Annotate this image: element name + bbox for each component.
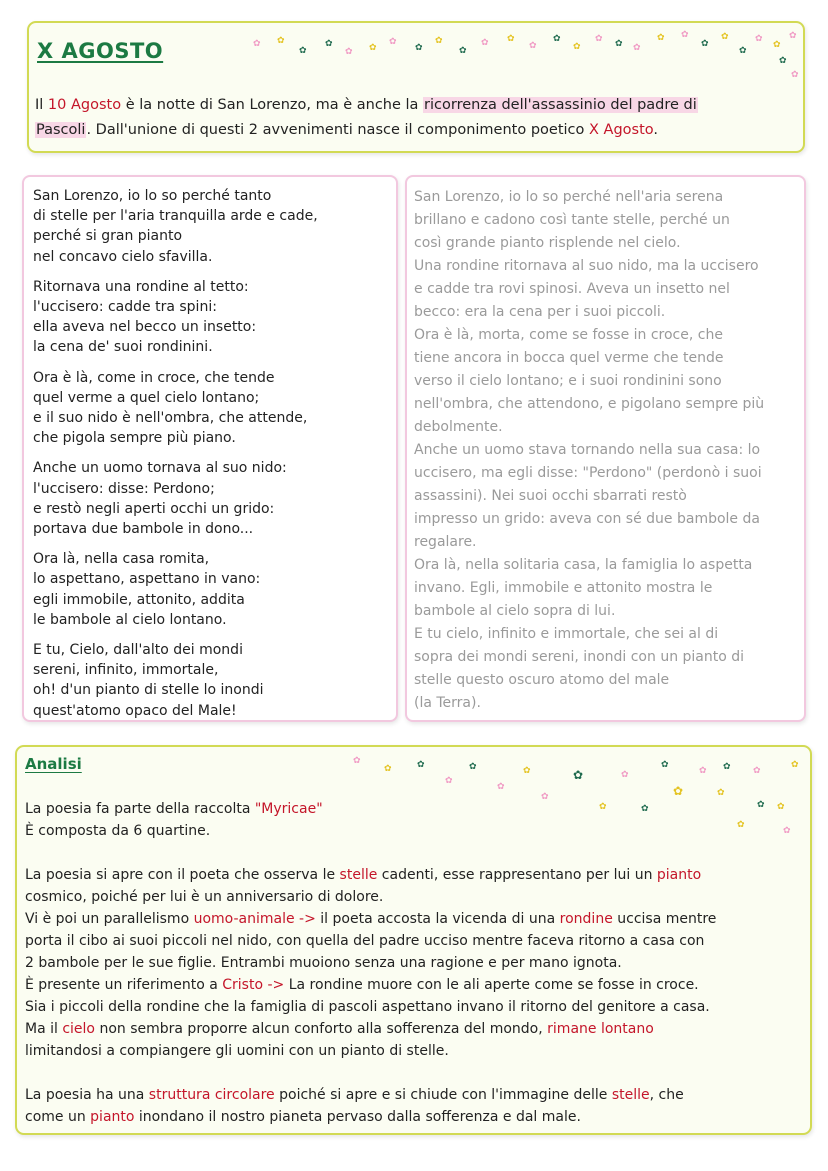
poem-line: l'uccisero: cadde tra spini: [33,299,217,316]
star-icon: ✿ [633,43,641,53]
paraphrase-line: bambole al cielo sopra di lui. [414,603,616,619]
text: La poesia fa parte della raccolta [25,801,255,817]
poem-line: perché si gran pianto [33,228,183,245]
poem-line: San Lorenzo, io lo so perché tanto [33,188,272,204]
star-icon: ✿ [789,31,797,41]
poem-line: Ritornava una rondine al tetto: [33,278,249,295]
analysis-line: cosmico, poiché per lui è un anniversario di dolore. [25,889,384,905]
star-icon: ✿ [415,43,423,53]
paraphrase-card [405,175,806,722]
analysis-line [25,974,807,996]
intro-card [27,21,805,153]
text: il poeta accosta la vicenda di una [315,911,560,927]
star-icon: ✿ [253,39,261,49]
text: , che [649,1087,684,1103]
poem-line: E tu, Cielo, dall'alto dei mondi [33,642,243,659]
paraphrase-line: debolmente. [414,419,503,435]
star-icon: ✿ [384,764,392,774]
paraphrase-line: sopra dei mondi sereni, inondi con un pianto di [414,649,745,665]
intro-text-part: . [653,122,659,138]
paraphrase-line: invano. Egli, immobile e attonito mostra le [414,580,713,596]
text: La poesia si apre con il poeta che osserva le [25,867,340,883]
poem-line: egli immobile, attonito, addita [33,591,245,608]
star-icon: ✿ [755,34,763,44]
text: non sembra proporre alcun conforto alla sofferenza del mondo, [95,1021,548,1037]
analysis-title: Analisi [25,755,82,773]
star-icon: ✿ [277,36,285,46]
poem-line: oh! d'un pianto di stelle lo inondi [33,682,264,699]
analysis-line: 2 bambole per le sue figlie. Entrambi muoiono senza una ragione e per mano ignota. [25,955,622,971]
analysis-line: limitandosi a compiangere gli uomini con un pianto di stelle. [25,1043,449,1059]
keyword: rimane lontano [547,1021,654,1037]
intro-text-part: . Dall'unione di questi 2 avvenimenti nasce il componimento poetico [86,122,589,138]
keyword: stelle [611,1087,650,1103]
keyword: Cristo -> [222,977,285,993]
star-icon: ✿ [723,762,731,772]
text: inondano il nostro pianeta pervaso dalla sofferenza e dal male. [134,1109,581,1125]
text: uccisa mentre [612,911,717,927]
keyword: stelle [339,867,378,883]
keyword: pianto [656,867,702,883]
paraphrase-line: Anche un uomo stava tornando nella sua casa: lo [414,442,761,458]
star-icon: ✿ [369,43,377,53]
paraphrase-line: (la Terra). [414,695,481,711]
intro-text [35,93,797,143]
stanza [33,186,396,267]
star-icon: ✿ [573,42,581,52]
star-icon: ✿ [791,70,799,80]
poem-line: di stelle per l'aria tranquilla arde e cade, [33,208,318,225]
star-icon: ✿ [353,756,361,766]
star-icon: ✿ [325,39,333,49]
analysis-line [25,908,807,930]
star-icon: ✿ [615,39,623,49]
analysis-line [25,1106,807,1128]
star-icon: ✿ [529,41,537,51]
star-icon: ✿ [783,826,791,836]
star-icon: ✿ [299,46,307,56]
poem-line: le bambole al cielo lontano. [33,611,227,628]
star-icon: ✿ [459,46,467,56]
star-icon: ✿ [757,800,765,810]
paraphrase-line: regalare. [414,534,477,550]
paraphrase-line: becco: era la cena per i suoi piccoli. [414,304,666,320]
paraphrase-line: e cadde tra rovi spinosi. Aveva un insetto nel [414,281,730,297]
spacer [25,842,807,864]
star-icon: ✿ [507,34,515,44]
star-icon: ✿ [721,32,729,42]
paraphrase-line: così grande pianto risplende nel cielo. [414,235,681,251]
paraphrase-line: brillano e cadono così tante stelle, perché un [414,212,730,228]
text: cadenti, esse rappresentano per lui un [377,867,657,883]
analysis-body [25,798,807,1128]
analysis-line [25,1018,807,1040]
star-icon: ✿ [553,34,561,44]
poem-line: nel concavo cielo sfavilla. [33,248,213,265]
poem-line: quel verme a quel cielo lontano; [33,389,260,406]
analysis-line: porta il cibo ai suoi piccoli nel nido, con quella del padre ucciso mentre faceva ritorno a casa con [25,933,705,949]
star-icon: ✿ [469,762,477,772]
poem-line: che pigola sempre più piano. [33,430,236,447]
analysis-line: Sia i piccoli della rondine che la famiglia di pascoli aspettano invano il ritorno del genitore a casa. [25,999,710,1015]
star-icon: ✿ [641,804,649,814]
paraphrase-line: stelle questo oscuro atomo del male [414,672,670,688]
intro-text-part: è la notte di San Lorenzo, ma è anche la [121,97,424,113]
star-icon: ✿ [661,760,669,770]
star-icon: ✿ [699,766,707,776]
text: poiché si apre e si chiude con l'immagine delle [274,1087,612,1103]
paraphrase-line: San Lorenzo, io lo so perché nell'aria serena [414,189,724,205]
keyword: uomo-animale -> [193,911,316,927]
star-icon: ✿ [523,766,531,776]
paraphrase-line: tiene ancora in bocca quel verme che tende [414,350,724,366]
poem-line: Ora è là, come in croce, che tende [33,369,275,386]
page-title: X AGOSTO [37,39,164,63]
analysis-line [25,798,807,820]
highlighted-text: ricorrenza dell'assassinio del padre di [424,97,697,113]
poem-line: quest'atomo opaco del Male! [33,702,237,719]
star-icon: ✿ [497,782,505,792]
text: Vi è poi un parallelismo [25,911,194,927]
star-icon: ✿ [673,784,684,798]
keyword: rondine [559,911,613,927]
paraphrase-line: uccisero, ma egli disse: "Perdono" (perdonò i suoi [414,465,762,481]
poem-line: l'uccisero: disse: Perdono; [33,480,215,497]
star-icon: ✿ [573,768,584,782]
star-icon: ✿ [389,37,397,47]
poem-card [22,175,398,722]
analysis-card [15,745,812,1135]
paraphrase-line: E tu cielo, infinito e immortale, che sei al di [414,626,719,642]
paraphrase-line: Una rondine ritornava al suo nido, ma la uccisero [414,258,759,274]
star-icon: ✿ [753,766,761,776]
paraphrase-line: verso il cielo lontano; e i suoi rondinini sono [414,373,722,389]
poem-line: e restò negli aperti occhi un grido: [33,500,275,517]
poem-title-ref: X Agosto [589,122,654,138]
analysis-line: È composta da 6 quartine. [25,823,211,839]
stanza [33,277,396,358]
date-highlight: 10 Agosto [47,97,122,113]
stanza [33,458,396,539]
paraphrase-line: assassini). Nei suoi occhi sbarrati restò [414,488,687,504]
star-icon: ✿ [541,792,549,802]
poem-line: portava due bambole in dono... [33,521,254,538]
star-icon: ✿ [701,39,709,49]
spacer [25,1062,807,1084]
analysis-line [25,1084,807,1106]
stanza [33,368,396,449]
keyword: struttura circolare [148,1087,275,1103]
poem-line: e il suo nido è nell'ombra, che attende, [33,410,308,427]
star-icon: ✿ [445,776,453,786]
poem-line: Ora là, nella casa romita, [33,551,210,568]
paraphrase-line: nell'ombra, che attendono, e pigolano sempre più [414,396,765,412]
star-icon: ✿ [681,30,689,40]
highlighted-text: Pascoli [36,122,86,138]
keyword: pianto [90,1109,135,1125]
text: come un [25,1109,91,1125]
star-icon: ✿ [773,40,781,50]
star-icon: ✿ [791,760,799,770]
paraphrase-line: Ora là, nella solitaria casa, la famiglia lo aspetta [414,557,753,573]
stanza [33,549,396,630]
text: La poesia ha una [25,1087,149,1103]
paraphrase-line: Ora è là, morta, come se fosse in croce, che [414,327,723,343]
star-icon: ✿ [739,46,747,56]
star-icon: ✿ [777,802,785,812]
text: Ma il [25,1021,63,1037]
star-icon: ✿ [621,770,629,780]
poem-line: la cena de' suoi rondinini. [33,339,213,356]
text: La rondine muore con le ali aperte come se fosse in croce. [284,977,699,993]
star-icon: ✿ [417,760,425,770]
star-icon: ✿ [717,788,725,798]
poem-line: ella aveva nel becco un insetto: [33,319,257,336]
star-icon: ✿ [737,820,745,830]
star-icon: ✿ [657,33,665,43]
star-icon: ✿ [435,36,443,46]
poem-line: lo aspettano, aspettano in vano: [33,571,261,588]
stanza [33,640,396,721]
text: È presente un riferimento a [25,977,223,993]
star-icon: ✿ [595,34,603,44]
poem-line: Anche un uomo tornava al suo nido: [33,460,287,477]
analysis-line [25,864,807,886]
star-icon: ✿ [599,802,607,812]
star-icon: ✿ [481,38,489,48]
star-icon: ✿ [779,56,787,66]
collection-name: "Myricae" [254,801,323,817]
poem-line: sereni, infinito, immortale, [33,662,219,679]
star-icon: ✿ [345,47,353,57]
keyword: cielo [62,1021,95,1037]
intro-text-part: Il [35,97,48,113]
paraphrase-line: impresso un grido: aveva con sé due bambole da [414,511,760,527]
